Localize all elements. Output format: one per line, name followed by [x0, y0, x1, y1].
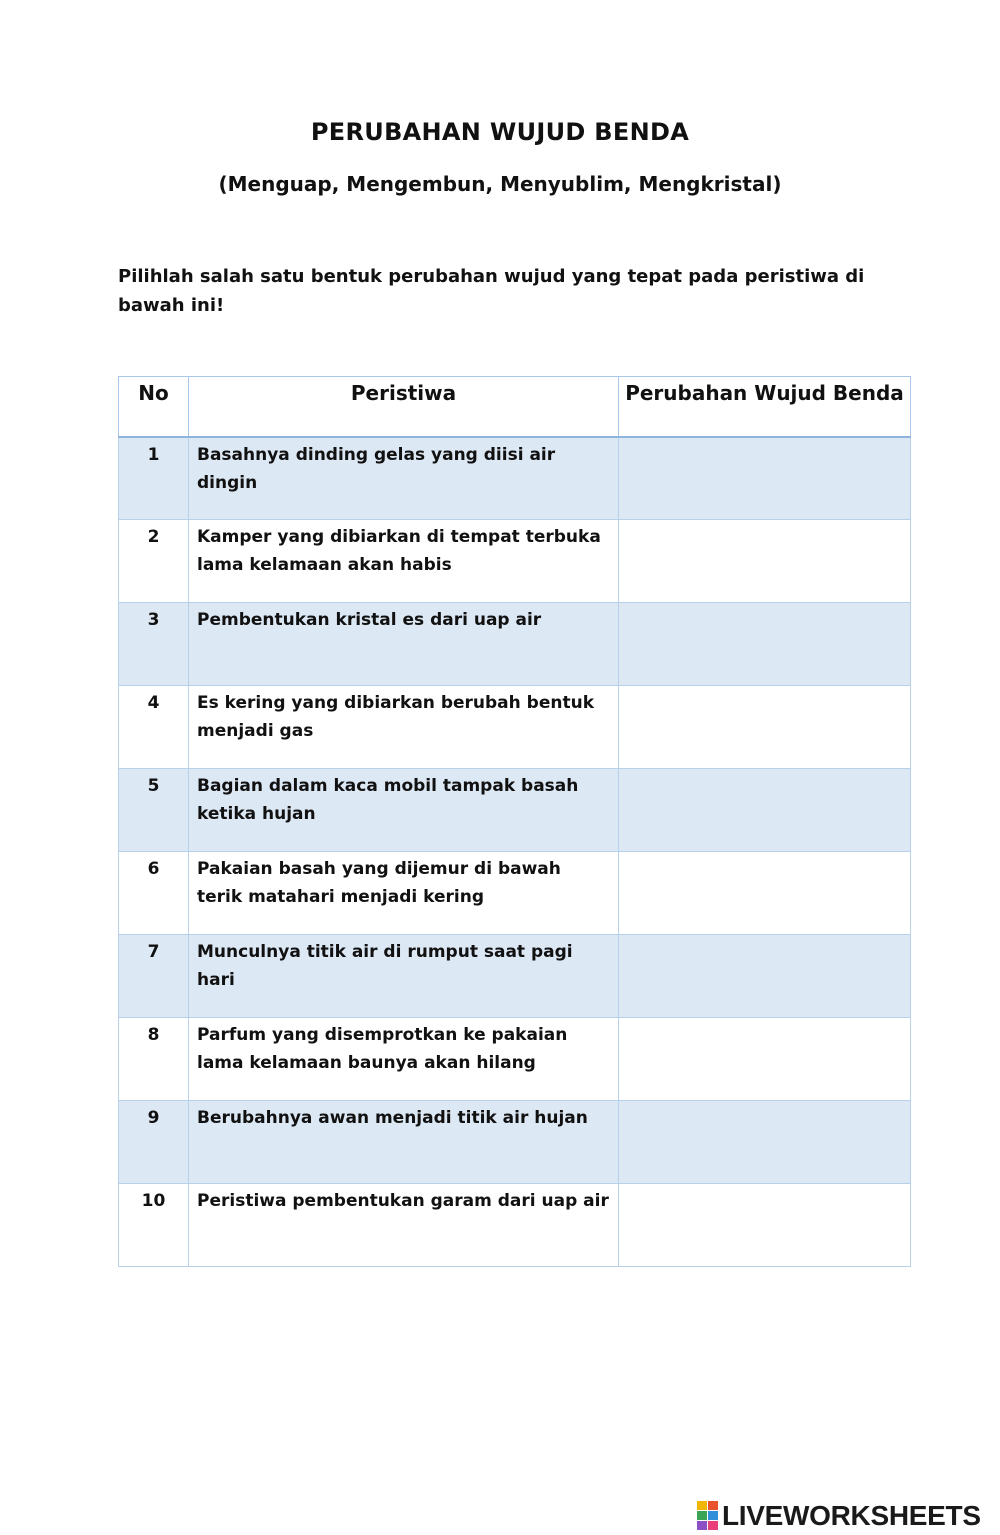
- event-description: Peristiwa pembentukan garam dari uap air: [189, 1184, 619, 1267]
- row-number: 4: [119, 686, 189, 769]
- table-row: [119, 769, 911, 852]
- event-description: Parfum yang disemprotkan ke pakaian lama kelamaan baunya akan hilang: [189, 1018, 619, 1101]
- table-row: [119, 686, 911, 769]
- header-event: Peristiwa: [189, 377, 619, 437]
- answer-value[interactable]: [627, 1104, 902, 1183]
- answer-value[interactable]: [627, 523, 902, 602]
- row-number: 3: [119, 603, 189, 686]
- header-no: No: [119, 377, 189, 437]
- event-description: Pakaian basah yang dijemur di bawah terik matahari menjadi kering: [189, 852, 619, 935]
- answer-field[interactable]: [619, 1184, 911, 1267]
- answer-value[interactable]: [627, 606, 902, 685]
- row-number: 6: [119, 852, 189, 935]
- header-answer: Perubahan Wujud Benda: [619, 377, 911, 437]
- table-row: [119, 1101, 911, 1184]
- answer-field[interactable]: [619, 437, 911, 520]
- answer-value[interactable]: [627, 1021, 902, 1100]
- table-row: [119, 1018, 911, 1101]
- logo-text: LIVEWORKSHEETS: [722, 1500, 981, 1531]
- row-number: 7: [119, 935, 189, 1018]
- event-description: Berubahnya awan menjadi titik air hujan: [189, 1101, 619, 1184]
- event-description: Pembentukan kristal es dari uap air: [189, 603, 619, 686]
- liveworksheets-logo: [697, 1498, 981, 1534]
- table-row: [119, 1184, 911, 1267]
- answer-value[interactable]: [627, 441, 902, 520]
- answer-field[interactable]: [619, 1018, 911, 1101]
- page-title: PERUBAHAN WUJUD BENDA: [310, 118, 690, 146]
- event-description: Bagian dalam kaca mobil tampak basah ketika hujan: [189, 769, 619, 852]
- event-description: Munculnya titik air di rumput saat pagi hari: [189, 935, 619, 1018]
- answer-value[interactable]: [627, 855, 902, 934]
- event-description: Basahnya dinding gelas yang diisi air dingin: [189, 437, 619, 520]
- table-header-row: [119, 377, 911, 437]
- event-description: Es kering yang dibiarkan berubah bentuk menjadi gas: [189, 686, 619, 769]
- table-row: [119, 437, 911, 520]
- row-number: 5: [119, 769, 189, 852]
- liveworksheets-logo-icon: [697, 1501, 719, 1531]
- answer-value[interactable]: [627, 938, 902, 1017]
- answer-field[interactable]: [619, 603, 911, 686]
- answer-field[interactable]: [619, 686, 911, 769]
- worksheet-table: [118, 376, 911, 1267]
- page-subtitle: (Menguap, Mengembun, Menyublim, Mengkristal): [218, 172, 782, 196]
- table-row: [119, 935, 911, 1018]
- answer-value[interactable]: [627, 1187, 902, 1266]
- table-row: [119, 852, 911, 935]
- answer-field[interactable]: [619, 520, 911, 603]
- row-number: 1: [119, 437, 189, 520]
- instruction-text: Pilihlah salah satu bentuk perubahan wujud yang tepat pada peristiwa di bawah ini!: [118, 266, 865, 316]
- row-number: 2: [119, 520, 189, 603]
- answer-field[interactable]: [619, 935, 911, 1018]
- table-row: [119, 520, 911, 603]
- answer-field[interactable]: [619, 852, 911, 935]
- table-row: [119, 603, 911, 686]
- row-number: 10: [119, 1184, 189, 1267]
- answer-value[interactable]: [627, 689, 902, 768]
- row-number: 9: [119, 1101, 189, 1184]
- event-description: Kamper yang dibiarkan di tempat terbuka lama kelamaan akan habis: [189, 520, 619, 603]
- row-number: 8: [119, 1018, 189, 1101]
- answer-field[interactable]: [619, 1101, 911, 1184]
- answer-field[interactable]: [619, 769, 911, 852]
- answer-value[interactable]: [627, 772, 902, 851]
